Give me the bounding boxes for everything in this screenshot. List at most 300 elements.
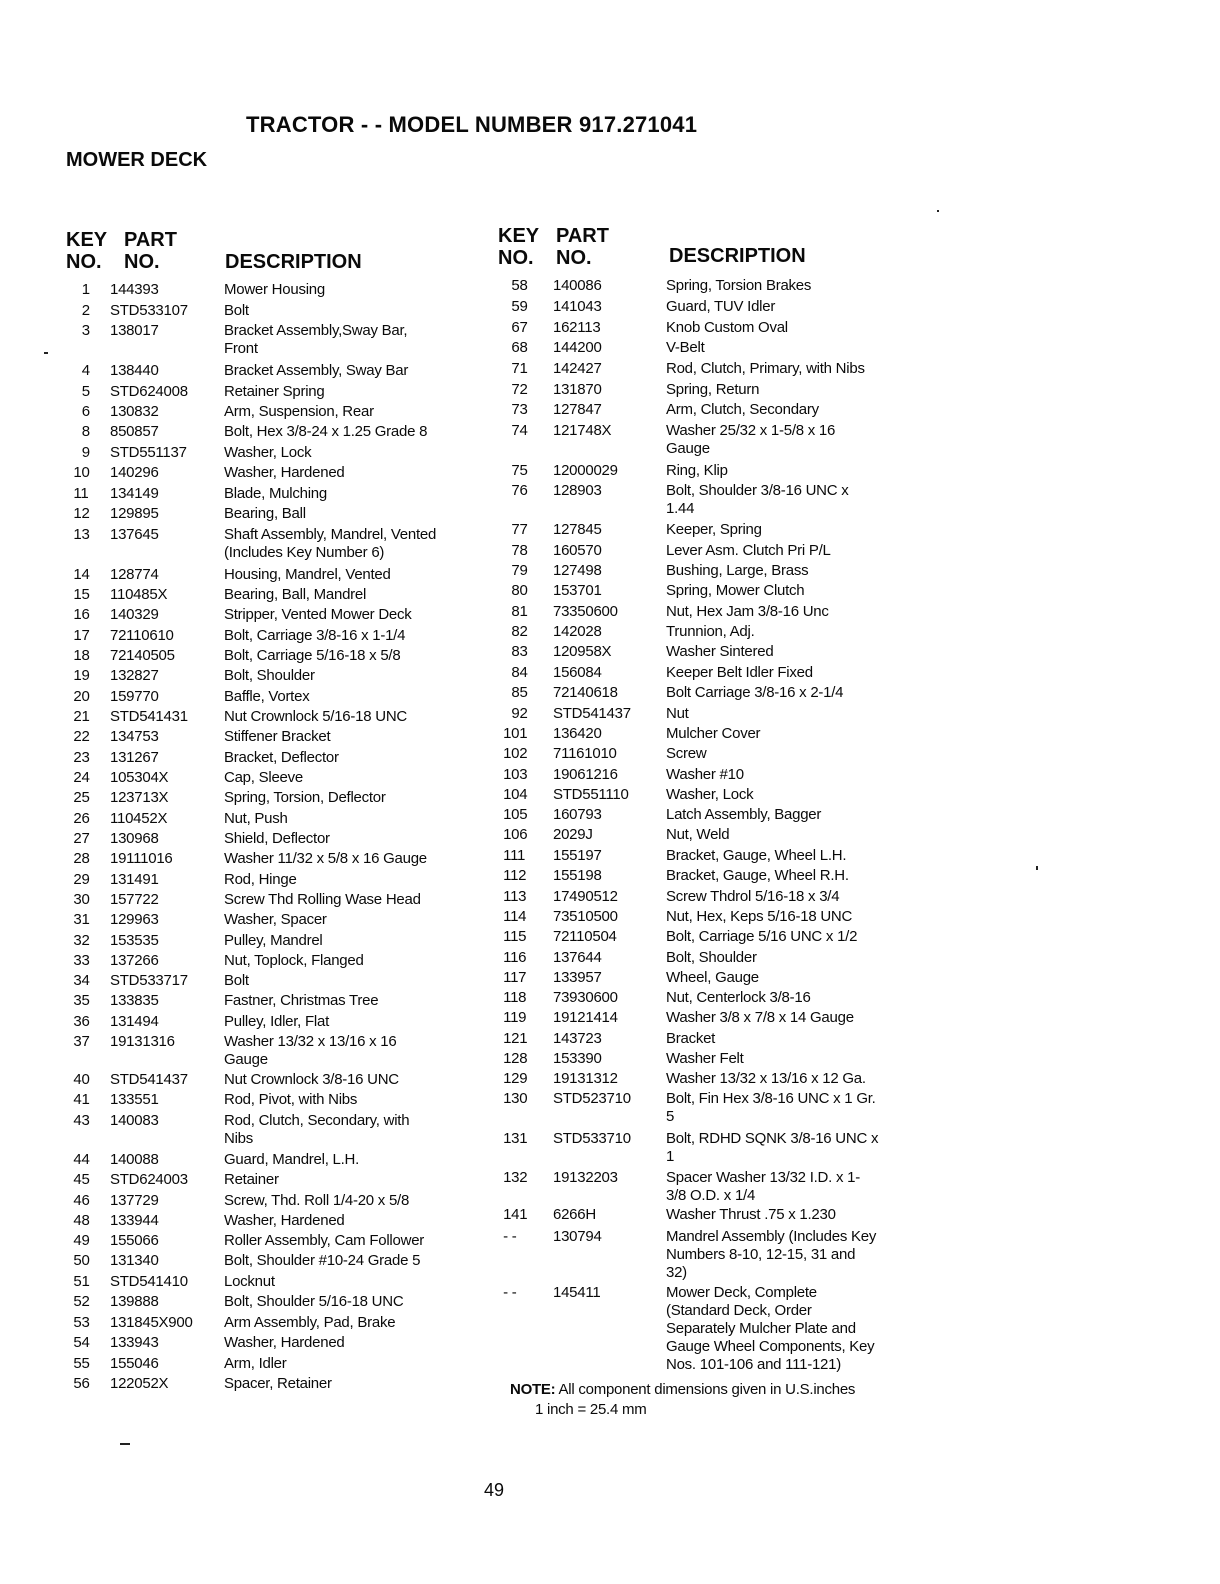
key-number: 67 (511, 319, 528, 336)
part-number: 131340 (110, 1252, 159, 1269)
key-number: 53 (73, 1314, 90, 1331)
key-number: 58 (511, 277, 528, 294)
key-number: 36 (73, 1013, 90, 1030)
part-description: Washer, Hardened (224, 1212, 345, 1229)
part-number: 131870 (553, 381, 602, 398)
part-description: Arm, Clutch, Secondary (666, 401, 819, 418)
part-number: 19131312 (553, 1070, 618, 1087)
part-number: 110452X (110, 810, 168, 827)
part-description: Fastner, Christmas Tree (224, 992, 379, 1009)
part-description: Nut, Weld (666, 826, 730, 843)
key-number: 20 (73, 688, 90, 705)
key-number: 102 (503, 745, 528, 762)
part-description: Screw (666, 745, 707, 762)
part-number: 140296 (110, 464, 159, 481)
key-number: 103 (503, 766, 528, 783)
part-description: Retainer (224, 1171, 279, 1188)
part-description: Stiffener Bracket (224, 728, 331, 745)
key-number: 112 (503, 867, 527, 884)
part-number: 145411 (553, 1284, 601, 1301)
key-number: 11 (73, 485, 89, 502)
part-description: Cap, Sleeve (224, 769, 303, 786)
part-number: 72110504 (553, 928, 617, 945)
part-number: 110485X (110, 586, 168, 603)
key-number: 34 (73, 972, 90, 989)
part-number: 143723 (553, 1030, 602, 1047)
part-description: Washer 13/32 x 13/16 x 12 Ga. (666, 1070, 866, 1087)
key-number: 22 (73, 728, 90, 745)
key-number: 119 (503, 1009, 527, 1026)
part-description: Rod, Clutch, Secondary, with Nibs (224, 1112, 410, 1147)
key-number: - - (503, 1228, 517, 1245)
part-description: Bracket Assembly, Sway Bar (224, 362, 409, 379)
key-number: 8 (81, 423, 90, 440)
key-number: 75 (511, 462, 528, 479)
part-description: Rod, Clutch, Primary, with Nibs (666, 360, 865, 377)
part-number: 136420 (553, 725, 602, 742)
part-number: STD533107 (110, 302, 188, 319)
description-header-right: DESCRIPTION (669, 245, 806, 267)
scan-speck (44, 352, 48, 354)
part-number: STD541437 (553, 705, 631, 722)
key-number: 106 (503, 826, 528, 843)
part-number: 131491 (110, 871, 159, 888)
part-number: 133943 (110, 1334, 159, 1351)
key-number: 16 (73, 606, 90, 623)
part-number: 19132203 (553, 1169, 618, 1186)
part-description: Spring, Return (666, 381, 760, 398)
key-number: 31 (73, 911, 90, 928)
part-number: 153535 (110, 932, 159, 949)
part-description: Housing, Mandrel, Vented (224, 566, 391, 583)
part-number: STD533710 (553, 1130, 631, 1147)
part-number: STD551137 (110, 444, 187, 461)
key-number: 19 (73, 667, 90, 684)
part-number: 142028 (553, 623, 602, 640)
key-number: 15 (73, 586, 90, 603)
part-description: Washer Felt (666, 1050, 744, 1067)
part-number: 137266 (110, 952, 159, 969)
part-number: STD533717 (110, 972, 188, 989)
part-number: 19121414 (553, 1009, 618, 1026)
key-number: 50 (73, 1252, 90, 1269)
part-description: Washer #10 (666, 766, 744, 783)
part-number: 123713X (110, 789, 169, 806)
part-number: 19061216 (553, 766, 618, 783)
part-number: 105304X (110, 769, 169, 786)
part-description: Knob Custom Oval (666, 319, 788, 336)
part-number: 73350600 (553, 603, 618, 620)
part-description: Washer, Hardened (224, 464, 345, 481)
part-number: 140088 (110, 1151, 159, 1168)
key-number: 77 (511, 521, 528, 538)
key-number: 33 (73, 952, 90, 969)
part-number: 144200 (553, 339, 602, 356)
part-description: Bracket, Gauge, Wheel R.H. (666, 867, 849, 884)
key-number: 51 (73, 1273, 90, 1290)
key-number: 81 (511, 603, 528, 620)
key-number: 49 (73, 1232, 90, 1249)
part-number: 129963 (110, 911, 159, 928)
key-no-header-left: KEY NO. (66, 229, 108, 273)
part-no-header-left: PART NO. (124, 229, 177, 273)
key-number: 78 (511, 542, 528, 559)
part-description: Mower Deck, Complete (Standard Deck, Order Separately Mulcher Plate and Gauge Wheel Components, Key Nos. 101-106 and 111-121) (666, 1284, 875, 1373)
key-number: 9 (81, 444, 90, 461)
key-number: 101 (503, 725, 528, 742)
part-number: 156084 (553, 664, 602, 681)
part-description: Washer 13/32 x 13/16 x 16 Gauge (224, 1033, 397, 1068)
part-description: Guard, TUV Idler (666, 298, 776, 315)
part-number: 133957 (553, 969, 602, 986)
part-number: STD551110 (553, 786, 629, 803)
key-number: 85 (511, 684, 528, 701)
part-description: Washer Sintered (666, 643, 774, 660)
page-title: TRACTOR - - MODEL NUMBER 917.271041 (246, 112, 698, 137)
part-number: 160793 (553, 806, 602, 823)
key-number: 21 (73, 708, 90, 725)
key-number: 3 (81, 322, 90, 339)
key-number: 54 (73, 1334, 90, 1351)
part-description: Bolt, Shoulder 3/8-16 UNC x 1.44 (666, 482, 849, 517)
key-number: 79 (511, 562, 528, 579)
part-description: Washer 25/32 x 1-5/8 x 16 Gauge (666, 422, 836, 457)
key-number: 80 (511, 582, 528, 599)
key-number: 132 (503, 1169, 528, 1186)
part-description: Screw Thdrol 5/16-18 x 3/4 (666, 888, 840, 905)
part-number: 72140618 (553, 684, 618, 701)
part-description: Pulley, Idler, Flat (224, 1013, 330, 1030)
part-description: Bolt, RDHD SQNK 3/8-16 UNC x 1 (666, 1130, 879, 1165)
part-description: V-Belt (666, 339, 705, 356)
dimension-note (510, 1380, 855, 1420)
part-number: 157722 (110, 891, 159, 908)
part-description: Screw, Thd. Roll 1/4-20 x 5/8 (224, 1192, 410, 1209)
key-number: 105 (503, 806, 528, 823)
part-description: Keeper Belt Idler Fixed (666, 664, 813, 681)
key-number: 45 (73, 1171, 90, 1188)
key-number: 17 (73, 627, 90, 644)
part-description: Bolt, Carriage 5/16 UNC x 1/2 (666, 928, 858, 945)
part-number: 159770 (110, 688, 159, 705)
part-description: Pulley, Mandrel (224, 932, 323, 949)
part-description: Bolt, Hex 3/8-24 x 1.25 Grade 8 (224, 423, 428, 440)
key-number: 24 (73, 769, 90, 786)
part-description: Bolt (224, 302, 249, 319)
key-number: 30 (73, 891, 90, 908)
key-number: 2 (81, 302, 90, 319)
part-description: Mandrel Assembly (Includes Key Numbers 8-10, 12-15, 31 and 32) (666, 1228, 877, 1281)
part-number: 72110610 (110, 627, 174, 644)
part-description: Bolt (224, 972, 249, 989)
key-number: 116 (503, 949, 527, 966)
part-description: Mulcher Cover (666, 725, 761, 742)
part-number: 155046 (110, 1355, 159, 1372)
part-description: Bushing, Large, Brass (666, 562, 809, 579)
key-number: - - (503, 1284, 517, 1301)
part-number: 133835 (110, 992, 159, 1009)
key-number: 83 (511, 643, 528, 660)
part-description: Bracket (666, 1030, 716, 1047)
part-number: 138017 (110, 322, 159, 339)
part-number: 132827 (110, 667, 159, 684)
part-number: 131845X900 (110, 1314, 193, 1331)
key-number: 52 (73, 1293, 90, 1310)
key-number: 128 (503, 1050, 528, 1067)
part-description: Mower Housing (224, 281, 325, 298)
part-description: Trunnion, Adj. (666, 623, 755, 640)
part-description: Keeper, Spring (666, 521, 762, 538)
note-text: All component dimensions given in U.S.inches (558, 1381, 856, 1398)
part-number: 130968 (110, 830, 159, 847)
part-number: 140086 (553, 277, 602, 294)
key-number: 76 (511, 482, 528, 499)
part-description: Nut, Hex Jam 3/8-16 Unc (666, 603, 829, 620)
key-number: 25 (73, 789, 90, 806)
part-description: Nut, Toplock, Flanged (224, 952, 364, 969)
part-number: 140083 (110, 1112, 159, 1129)
key-number: 40 (73, 1071, 90, 1088)
part-number: 127847 (553, 401, 602, 418)
scan-speck (937, 210, 939, 212)
part-number: 160570 (553, 542, 602, 559)
key-number: 74 (511, 422, 528, 439)
note-conversion: 1 inch = 25.4 mm (535, 1401, 647, 1418)
part-description: Washer 3/8 x 7/8 x 14 Gauge (666, 1009, 854, 1026)
part-description: Baffle, Vortex (224, 688, 310, 705)
key-number: 29 (73, 871, 90, 888)
page-number: 49 (484, 1480, 505, 1500)
part-description: Bolt Carriage 3/8-16 x 2-1/4 (666, 684, 844, 701)
part-no-header-right: PART NO. (556, 225, 609, 269)
key-number: 92 (511, 705, 528, 722)
part-description: Roller Assembly, Cam Follower (224, 1232, 425, 1249)
part-description: Washer Thrust .75 x 1.230 (666, 1206, 836, 1223)
key-number: 131 (503, 1130, 528, 1147)
key-number: 121 (503, 1030, 528, 1047)
part-number: 144393 (110, 281, 159, 298)
part-number: 142427 (553, 360, 602, 377)
part-description: Blade, Mulching (224, 485, 327, 502)
part-description: Washer, Spacer (224, 911, 327, 928)
part-number: STD541431 (110, 708, 188, 725)
scan-speck (1036, 866, 1038, 870)
note-label: NOTE: (510, 1381, 556, 1398)
key-number: 32 (73, 932, 90, 949)
part-description: Bearing, Ball, Mandrel (224, 586, 367, 603)
key-number: 111 (503, 847, 526, 864)
part-description: Arm, Suspension, Rear (224, 403, 374, 420)
part-number: STD624008 (110, 383, 188, 400)
part-description: Bracket, Gauge, Wheel L.H. (666, 847, 847, 864)
part-number: 6266H (553, 1206, 596, 1223)
part-number: 19111016 (110, 850, 173, 867)
part-description: Nut, Hex, Keps 5/16-18 UNC (666, 908, 853, 925)
part-description: Ring, Klip (666, 462, 728, 479)
part-description: Arm Assembly, Pad, Brake (224, 1314, 396, 1331)
key-number: 84 (511, 664, 528, 681)
part-description: Bolt, Carriage 3/8-16 x 1-1/4 (224, 627, 406, 644)
key-number: 44 (73, 1151, 90, 1168)
part-description: Spring, Mower Clutch (666, 582, 805, 599)
key-number: 55 (73, 1355, 90, 1372)
part-description: Washer, Hardened (224, 1334, 345, 1351)
part-number: 139888 (110, 1293, 159, 1310)
part-number: 122052X (110, 1375, 169, 1392)
key-number: 73 (511, 401, 528, 418)
part-description: Washer 11/32 x 5/8 x 16 Gauge (224, 850, 427, 867)
part-number: 71161010 (553, 745, 617, 762)
key-number: 35 (73, 992, 90, 1009)
part-description: Bolt, Shoulder 5/16-18 UNC (224, 1293, 404, 1310)
part-number: 134753 (110, 728, 159, 745)
part-number: 73510500 (553, 908, 618, 925)
key-number: 6 (81, 403, 90, 420)
key-number: 26 (73, 810, 90, 827)
description-header-left: DESCRIPTION (225, 251, 362, 273)
part-number: 130832 (110, 403, 159, 420)
part-number: STD523710 (553, 1090, 631, 1107)
key-number: 115 (503, 928, 527, 945)
part-number: 134149 (110, 485, 159, 502)
part-number: 19131316 (110, 1033, 175, 1050)
part-description: Retainer Spring (224, 383, 325, 400)
part-description: Arm, Idler (224, 1355, 287, 1372)
part-description: Nut Crownlock 5/16-18 UNC (224, 708, 407, 725)
key-number: 23 (73, 749, 90, 766)
part-number: 127845 (553, 521, 602, 538)
key-number: 118 (503, 989, 527, 1006)
key-number: 104 (503, 786, 528, 803)
part-description: Stripper, Vented Mower Deck (224, 606, 412, 623)
part-description: Bearing, Ball (224, 505, 306, 522)
part-description: Nut Crownlock 3/8-16 UNC (224, 1071, 399, 1088)
key-number: 14 (73, 566, 90, 583)
part-description: Nut, Centerlock 3/8-16 (666, 989, 811, 1006)
part-number: 162113 (553, 319, 601, 336)
part-description: Shaft Assembly, Mandrel, Vented (Includes Key Number 6) (224, 526, 437, 561)
section-title: MOWER DECK (66, 149, 208, 171)
key-number: 82 (511, 623, 528, 640)
part-description: Latch Assembly, Bagger (666, 806, 822, 823)
part-number: 128774 (110, 566, 159, 583)
key-number: 68 (511, 339, 528, 356)
part-number: 127498 (553, 562, 602, 579)
part-description: Nut, Push (224, 810, 288, 827)
key-number: 12 (73, 505, 90, 522)
part-number: 850857 (110, 423, 159, 440)
part-number: 140329 (110, 606, 159, 623)
part-number: 73930600 (553, 989, 618, 1006)
part-number: 2029J (553, 826, 593, 843)
part-number: 72140505 (110, 647, 175, 664)
part-number: 131267 (110, 749, 159, 766)
part-number: 133944 (110, 1212, 159, 1229)
key-number: 37 (73, 1033, 90, 1050)
key-number: 43 (73, 1112, 90, 1129)
part-number: 141043 (553, 298, 602, 315)
part-description: Screw Thd Rolling Wase Head (224, 891, 421, 908)
part-number: STD624003 (110, 1171, 188, 1188)
part-number: STD541410 (110, 1273, 188, 1290)
part-description: Rod, Pivot, with Nibs (224, 1091, 358, 1108)
part-number: 128903 (553, 482, 602, 499)
part-number: STD541437 (110, 1071, 188, 1088)
part-description: Bolt, Carriage 5/16-18 x 5/8 (224, 647, 401, 664)
part-description: Bolt, Fin Hex 3/8-16 UNC x 1 Gr. 5 (666, 1090, 876, 1125)
part-number: 137729 (110, 1192, 159, 1209)
scan-speck (120, 1443, 130, 1445)
part-description: Bolt, Shoulder (224, 667, 315, 684)
key-number: 41 (73, 1091, 90, 1108)
key-number: 71 (511, 360, 528, 377)
key-number: 117 (503, 969, 527, 986)
part-description: Guard, Mandrel, L.H. (224, 1151, 360, 1168)
key-number: 4 (81, 362, 90, 379)
part-description: Spring, Torsion, Deflector (224, 789, 386, 806)
part-description: Wheel, Gauge (666, 969, 759, 986)
part-description: Shield, Deflector (224, 830, 330, 847)
key-number: 113 (503, 888, 527, 905)
part-number: 131494 (110, 1013, 159, 1030)
part-number: 153701 (553, 582, 602, 599)
key-number: 46 (73, 1192, 90, 1209)
key-number: 48 (73, 1212, 90, 1229)
key-number: 27 (73, 830, 90, 847)
part-number: 153390 (553, 1050, 602, 1067)
part-number: 155198 (553, 867, 602, 884)
part-number: 155197 (553, 847, 602, 864)
part-description: Spacer, Retainer (224, 1375, 332, 1392)
part-description: Locknut (224, 1273, 275, 1290)
part-number: 155066 (110, 1232, 159, 1249)
part-number: 137645 (110, 526, 159, 543)
part-description: Bolt, Shoulder (666, 949, 757, 966)
key-number: 130 (503, 1090, 528, 1107)
part-number: 129895 (110, 505, 159, 522)
key-no-header-right: KEY NO. (498, 225, 540, 269)
part-number: 138440 (110, 362, 159, 379)
key-number: 72 (511, 381, 528, 398)
part-description: Washer, Lock (666, 786, 754, 803)
part-number: 121748X (553, 422, 612, 439)
part-description: Bolt, Shoulder #10-24 Grade 5 (224, 1252, 421, 1269)
part-number: 137644 (553, 949, 602, 966)
part-number: 133551 (110, 1091, 159, 1108)
part-description: Nut (666, 705, 689, 722)
key-number: 114 (503, 908, 527, 925)
part-description: Bracket Assembly,Sway Bar, Front (224, 322, 408, 357)
key-number: 129 (503, 1070, 528, 1087)
part-number: 120958X (553, 643, 612, 660)
key-number: 28 (73, 850, 90, 867)
part-description: Bracket, Deflector (224, 749, 339, 766)
key-number: 56 (73, 1375, 90, 1392)
key-number: 1 (81, 281, 90, 298)
part-number: 12000029 (553, 462, 618, 479)
key-number: 13 (73, 526, 90, 543)
part-number: 17490512 (553, 888, 618, 905)
part-description: Washer, Lock (224, 444, 312, 461)
part-description: Spring, Torsion Brakes (666, 277, 812, 294)
part-description: Rod, Hinge (224, 871, 297, 888)
part-description: Spacer Washer 13/32 I.D. x 1- 3/8 O.D. x 1/4 (666, 1169, 860, 1204)
key-number: 5 (81, 383, 90, 400)
key-number: 18 (73, 647, 90, 664)
part-description: Lever Asm. Clutch Pri P/L (666, 542, 831, 559)
key-number: 10 (73, 464, 90, 481)
key-number: 141 (503, 1206, 528, 1223)
